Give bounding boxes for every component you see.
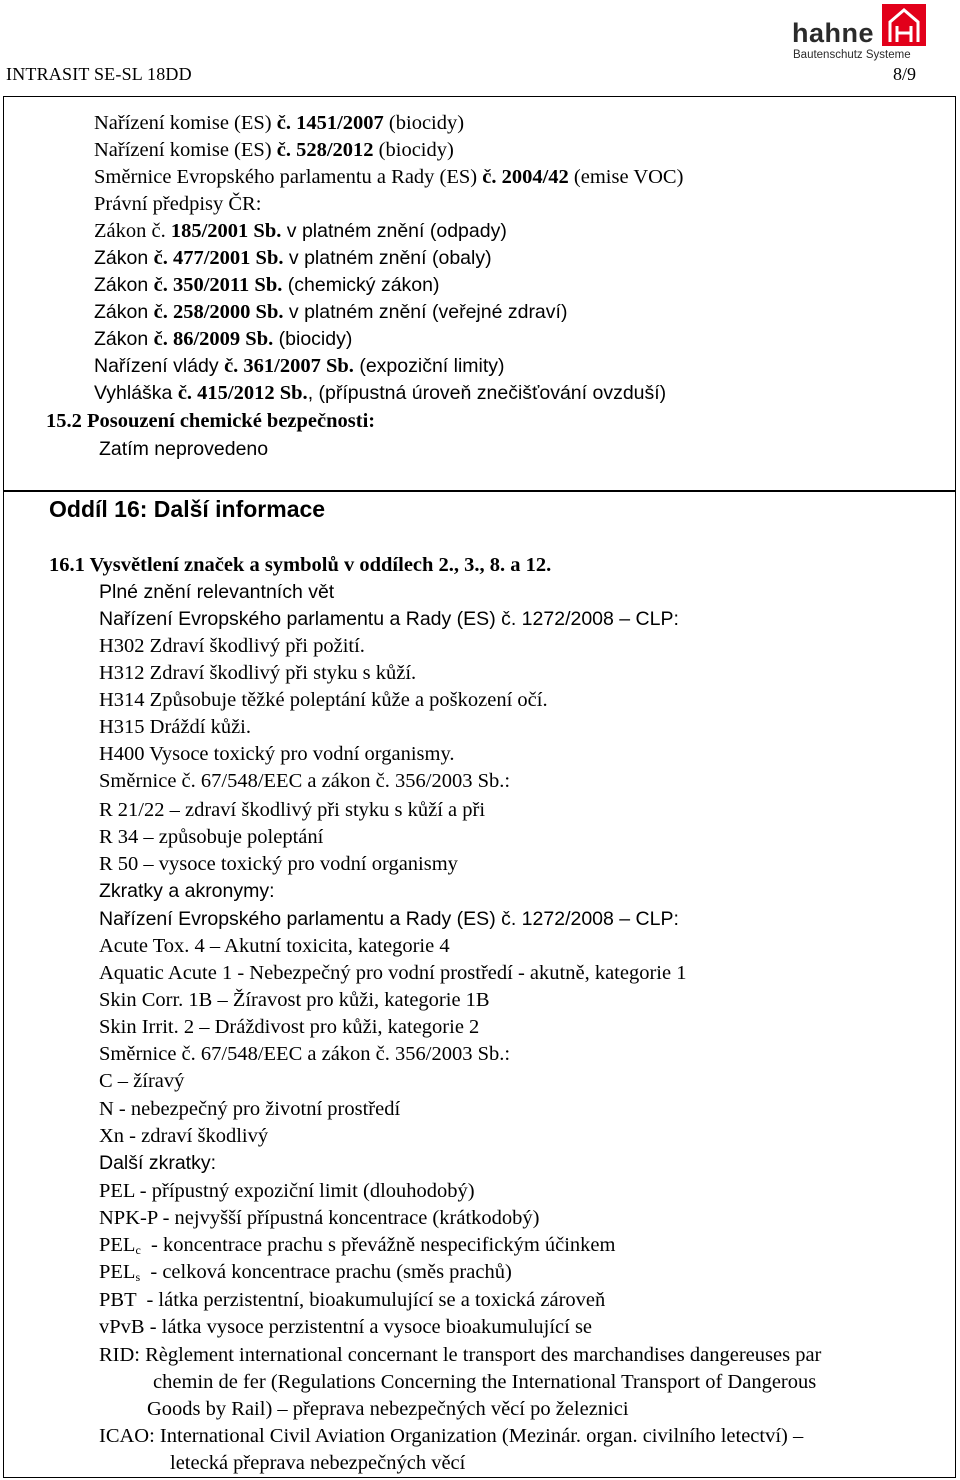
rid-line: chemin de fer (Regulations Concerning the International Transport of Dangerous <box>153 1371 817 1393</box>
info-line: NPK-P - nejvyšší přípustná koncentrace (krátkodobý) <box>99 1207 540 1229</box>
section-16-1-heading: 16.1 Vysvětlení značek a symbolů v oddílech 2., 3., 8. a 12. <box>49 554 552 576</box>
info-line: Skin Irrit. 2 – Dráždivost pro kůži, kategorie 2 <box>99 1016 480 1038</box>
regulation-line: Zákon č. 185/2001 Sb. v platném znění (odpady) <box>94 220 507 242</box>
regulation-line: Zákon č. 86/2009 Sb. (biocidy) <box>94 328 353 350</box>
info-line: R 50 – vysoce toxický pro vodní organismy <box>99 853 458 875</box>
info-line: Xn - zdraví škodlivý <box>99 1125 269 1147</box>
regulation-line: Nařízení komise (ES) č. 528/2012 (biocidy) <box>94 139 454 161</box>
pel-c-line: $PEL_c$ - koncentrace prachu s převážně nespecifickým účinkem <box>99 1234 616 1257</box>
regulation-line: Zákon č. 258/2000 Sb. v platném znění (veřejné zdraví) <box>94 301 568 323</box>
assessment-heading: 15.2 Posouzení chemické bezpečnosti: <box>46 410 376 432</box>
info-line: PEL - přípustný expoziční limit (dlouhodobý) <box>99 1180 475 1202</box>
info-line: R 21/22 – zdraví škodlivý při styku s kůží a při <box>99 799 486 821</box>
regulation-line: Zákon č. 477/2001 Sb. v platném znění (obaly) <box>94 247 492 269</box>
company-logo <box>792 2 932 64</box>
regulation-line: Nařízení komise (ES) č. 1451/2007 (biocidy) <box>94 112 465 134</box>
regulation-line: Vyhláška č. 415/2012 Sb., (přípustná úroveň znečišťování ovzduší) <box>94 382 667 404</box>
section-16-title: Oddíl 16: Další informace <box>49 496 326 522</box>
info-line: N - nebezpečný pro životní prostředí <box>99 1098 401 1120</box>
info-line: H400 Vysoce toxický pro vodní organismy. <box>99 743 455 765</box>
logo-wordmark: hahne <box>792 18 875 48</box>
pel-s-line: $PEL_s$ - celková koncentrace prachu (směs prachů) <box>99 1261 512 1284</box>
vpvb-line: vPvB - látka vysoce perzistentní a vysoce bioakumulující se <box>99 1316 593 1338</box>
regulation-line: Zákon č. 350/2011 Sb. (chemický zákon) <box>94 274 440 296</box>
info-line: R 34 – způsobuje poleptání <box>99 826 324 848</box>
info-line: Skin Corr. 1B – Žíravost pro kůži, kategorie 1B <box>99 989 490 1011</box>
info-line: Nařízení Evropského parlamentu a Rady (ES) č. 1272/2008 – CLP: <box>99 608 679 630</box>
info-line: Plné znění relevantních vět <box>99 581 335 603</box>
info-line: Další zkratky: <box>99 1152 217 1174</box>
info-line: H315 Dráždí kůži. <box>99 716 251 738</box>
info-line: H312 Zdraví škodlivý při styku s kůží. <box>99 662 417 684</box>
page-number: 8/9 <box>892 64 916 84</box>
info-line: C – žíravý <box>99 1070 185 1092</box>
info-line: Zkratky a akronymy: <box>99 880 275 902</box>
rid-line: Goods by Rail) – přeprava nebezpečných věcí po železnici <box>147 1398 629 1420</box>
info-line: H314 Způsobuje těžké poleptání kůže a poškození očí. <box>99 689 548 711</box>
regulation-line: Směrnice Evropského parlamentu a Rady (ES) č. 2004/42 (emise VOC) <box>94 166 684 188</box>
info-line: Směrnice č. 67/548/EEC a zákon č. 356/2003 Sb.: <box>99 770 511 792</box>
icao-line: letecká přeprava nebezpečných věcí <box>170 1452 466 1474</box>
document-title: INTRASIT SE-SL 18DD <box>6 64 192 84</box>
info-line: Acute Tox. 4 – Akutní toxicita, kategorie 4 <box>99 935 450 957</box>
icao-line: ICAO: International Civil Aviation Organization (Mezinár. organ. civilního letectví) – <box>99 1425 804 1447</box>
logo-tagline: Bautenschutz Systeme <box>793 49 911 61</box>
regulation-line: Nařízení vlády č. 361/2007 Sb. (expoziční limity) <box>94 355 505 377</box>
info-line: Směrnice č. 67/548/EEC a zákon č. 356/2003 Sb.: <box>99 1043 511 1065</box>
info-line: H302 Zdraví škodlivý při požití. <box>99 635 365 657</box>
rid-line: RID: Règlement international concernant le transport des marchandises dangereuses par <box>99 1344 822 1366</box>
regulation-line: Právní předpisy ČR: <box>94 193 262 215</box>
house-logo-icon <box>880 2 930 48</box>
pbt-line: PBT - látka perzistentní, bioakumulující se a toxická zároveň <box>99 1289 606 1311</box>
assessment-text: Zatím neprovedeno <box>99 438 269 460</box>
info-line: Aquatic Acute 1 - Nebezpečný pro vodní prostředí - akutně, kategorie 1 <box>99 962 687 984</box>
info-line: Nařízení Evropského parlamentu a Rady (ES) č. 1272/2008 – CLP: <box>99 908 679 930</box>
